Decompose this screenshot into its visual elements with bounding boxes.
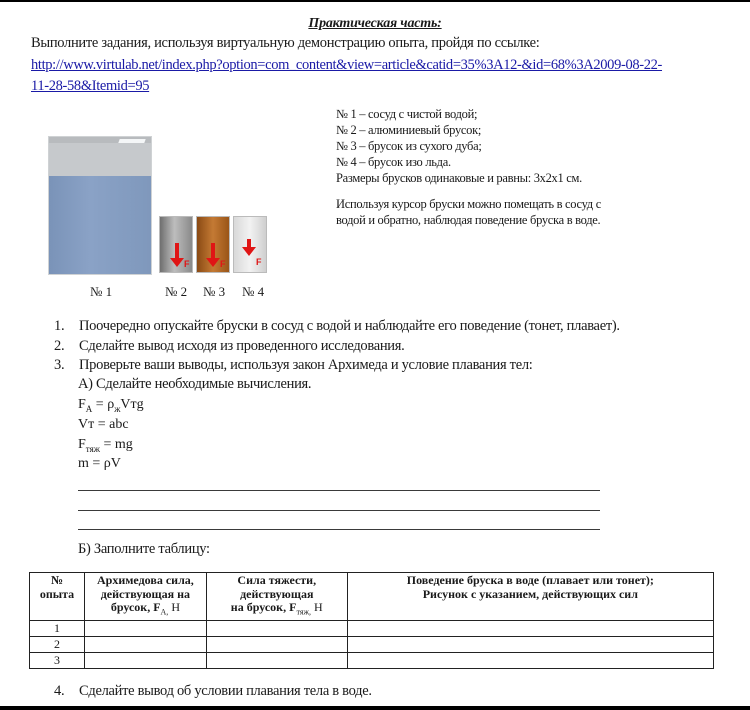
bottom-border: [0, 706, 750, 710]
cell-behavior[interactable]: [347, 620, 713, 636]
formula-volume: Vт = abc: [78, 417, 129, 432]
figure-label-4: № 4: [242, 284, 265, 299]
legend-item: № 1 – сосуд с чистой водой;: [336, 107, 478, 121]
cell-gravity-force[interactable]: [206, 636, 347, 652]
figure-label-1: № 1: [90, 284, 113, 299]
force-label: F: [220, 259, 226, 269]
task-text: Сделайте вывод исходя из проведенного исследования.: [79, 338, 405, 354]
task-text: Проверьте ваши выводы, используя закон Архимеда и условие плавания тел:: [79, 357, 533, 373]
aluminium-block: [159, 216, 193, 273]
force-label: F: [184, 259, 190, 269]
intro-text: Выполните задания, используя виртуальную демонстрацию опыта, пройдя по ссылке:: [31, 35, 540, 51]
figure-label-3: № 3: [203, 284, 226, 299]
water-fill: [49, 176, 151, 274]
cell-number: 1: [30, 620, 85, 636]
table-row: [30, 636, 714, 652]
task-text: Поочередно опускайте бруски в сосуд с водой и наблюдайте его поведение (тонет, плавает).: [79, 318, 620, 334]
force-label: F: [256, 257, 262, 267]
legend-dimensions: Размеры брусков одинаковые и равны: 3х2х1 см.: [336, 171, 582, 185]
water-vessel-figure: [48, 136, 152, 275]
cell-behavior[interactable]: [347, 652, 713, 668]
legend-item: № 2 – алюминиевый брусок;: [336, 123, 482, 137]
task-text: Сделайте вывод об условии плавания тела в воде.: [79, 683, 372, 699]
task-item-3: [54, 357, 533, 374]
legend-item: № 3 – брусок из сухого дуба;: [336, 139, 482, 153]
header-experiment-number: № опыта: [30, 573, 85, 621]
table-row: [30, 652, 714, 668]
legend-item: № 4 – брусок изо льда.: [336, 155, 451, 169]
task-item-4: [54, 683, 372, 700]
formula-mass: m = ρV: [78, 456, 121, 471]
table-row: [30, 620, 714, 636]
formula-gravity: $F_{тяж}$ = mg: [78, 437, 133, 454]
task3-part-a: А) Сделайте необходимые вычисления.: [78, 376, 312, 392]
task3-part-b: Б) Заполните таблицу:: [78, 541, 210, 557]
legend-instruction-1: Используя курсор бруски можно помещать в сосуд с: [336, 197, 601, 211]
cell-number: 2: [30, 636, 85, 652]
top-border: [0, 0, 750, 2]
answer-line[interactable]: [78, 510, 600, 511]
figure-legend: [336, 106, 601, 228]
formula-archimedes: $F_A = \rho_жVтg$: [78, 397, 144, 414]
answer-line[interactable]: [78, 490, 600, 491]
header-gravity-force: Сила тяжести, действующая на брусок, $F_{тяж,}$ Н: [206, 573, 347, 621]
cell-archimedes-force[interactable]: [84, 652, 206, 668]
cell-number: 3: [30, 652, 85, 668]
vessel-glint: [118, 139, 145, 143]
table-header-row: [30, 573, 714, 621]
cell-behavior[interactable]: [347, 636, 713, 652]
task-number: 3.: [54, 357, 65, 373]
oak-block: [196, 216, 230, 273]
experiment-link[interactable]: [31, 55, 721, 97]
cell-gravity-force[interactable]: [206, 620, 347, 636]
figure-label-2: № 2: [165, 284, 188, 299]
answer-line[interactable]: [78, 529, 600, 530]
task-number: 4.: [54, 683, 65, 699]
legend-instruction-2: водой и обратно, наблюдая поведение бруска в воде.: [336, 213, 601, 227]
results-table: [29, 572, 714, 669]
header-archimedes-force: Архимедова сила, действующая на брусок, $F_{A,}$ Н: [84, 573, 206, 621]
task-item-2: [54, 338, 404, 355]
cell-gravity-force[interactable]: [206, 652, 347, 668]
task-item-1: [54, 318, 620, 335]
task-number: 2.: [54, 338, 65, 354]
ice-block: [233, 216, 267, 273]
experiment-link-line-2[interactable]: 11-28-58&Itemid=95: [31, 78, 150, 94]
section-title: Практическая часть:: [308, 16, 442, 31]
cell-archimedes-force[interactable]: [84, 636, 206, 652]
experiment-link-line-1[interactable]: http://www.virtulab.net/index.php?option=com_content&view=article&catid=35%3A12-&id=68%3A2009-08-22-: [31, 57, 663, 73]
cell-archimedes-force[interactable]: [84, 620, 206, 636]
task-number: 1.: [54, 318, 65, 334]
header-behavior: Поведение бруска в воде (плавает или тонет); Рисунок с указанием, действующих сил: [347, 573, 713, 621]
